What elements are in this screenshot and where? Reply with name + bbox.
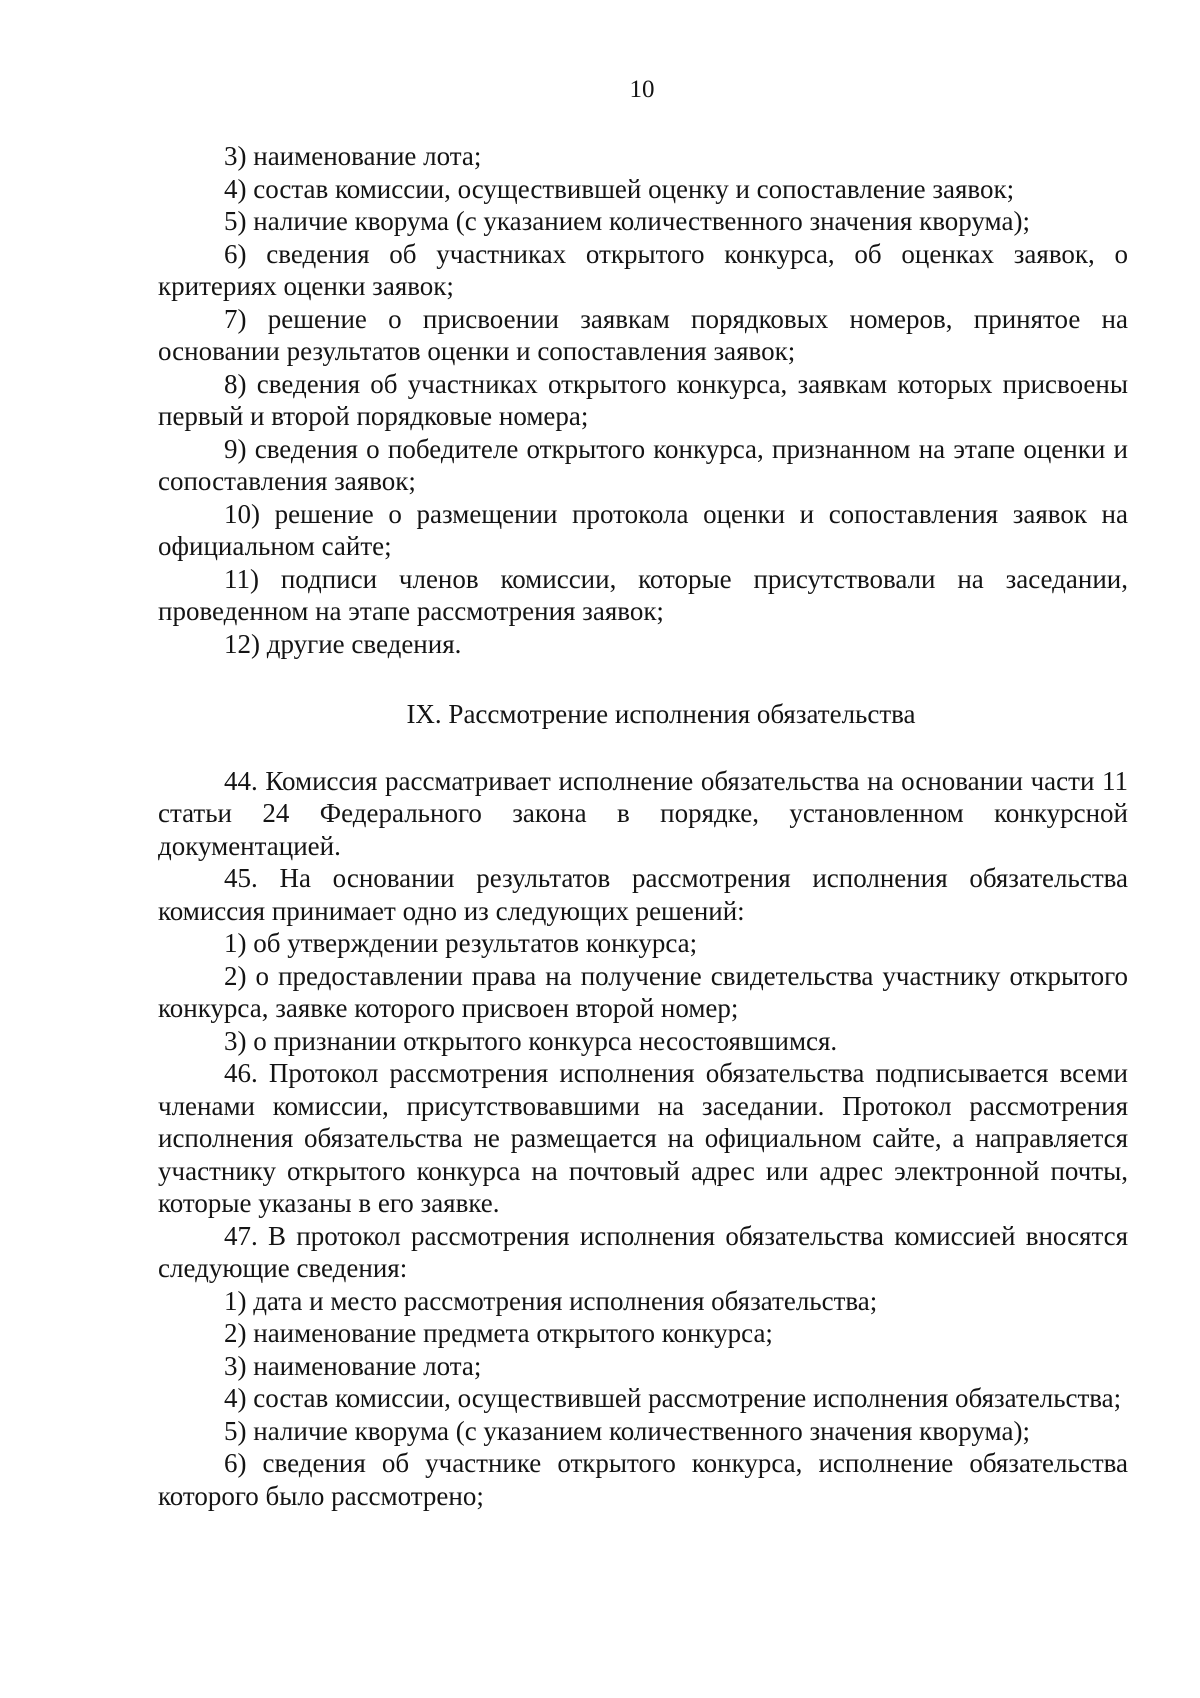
clause-47-item-2: 2) наименование предмета открытого конкурса;: [224, 1318, 773, 1348]
list-item-12-other-info: 12) другие сведения.: [224, 628, 462, 659]
list-item-8-first-second-numbers: 8) сведения об участниках открытого конкурса, заявкам которых присвоены первый и второй порядковые номера;: [158, 368, 1128, 431]
list-item-9-winner-info: 9) сведения о победителе открытого конкурса, признанном на этапе оценки и сопоставления заявок;: [158, 433, 1128, 496]
list-item-6-participants-info: 6) сведения об участниках открытого конкурса, об оценках заявок, о критериях оценки заявок;: [158, 238, 1128, 301]
list-item-7-numbering-decision: 7) решение о присвоении заявкам порядковых номеров, принятое на основании результатов оценки и сопоставления заявок;: [158, 303, 1128, 366]
list-item-5-quorum: 5) наличие кворума (с указанием количественного значения кворума);: [224, 206, 1030, 236]
clause-47-item-1: 1) дата и место рассмотрения исполнения обязательства;: [224, 1285, 878, 1316]
clause-45-option-3: 3) о признании открытого конкурса несостоявшимся.: [224, 1025, 838, 1056]
clause-47-item-3: 3) наименование лота;: [224, 1350, 482, 1381]
clause-45: 45. На основании результатов рассмотрения исполнения обязательства комиссия принимает одно из следующих решений:: [158, 863, 1128, 926]
clause-47-item-6: 6) сведения об участнике открытого конкурса, исполнение обязательства которого было рассмотрено;: [158, 1448, 1128, 1511]
list-item-4-commission-composition: 4) состав комиссии, осуществившей оценку и сопоставление заявок;: [224, 173, 1015, 204]
clause-44: 44. Комиссия рассматривает исполнение обязательства на основании части 11 статьи 24 Федерального закона в порядке, установленном конкурсной документацией.: [158, 765, 1128, 861]
clause-47: 47. В протокол рассмотрения исполнения обязательства комиссией вносятся следующие сведения:: [158, 1220, 1128, 1283]
clause-45-option-2: 2) о предоставлении права на получение свидетельства участнику открытого конкурса, заявке которого присвоен второй номер;: [158, 960, 1128, 1023]
list-item-11-signatures: 11) подписи членов комиссии, которые присутствовали на заседании, проведенном на этапе рассмотрения заявок;: [158, 563, 1128, 626]
document-body: [158, 140, 1128, 1512]
list-item-3-lot-name: 3) наименование лота;: [224, 141, 482, 171]
page-number: 10: [629, 76, 655, 103]
clause-47-item-5: 5) наличие кворума (с указанием количественного значения кворума);: [224, 1415, 1030, 1446]
section-heading: IX. Рассмотрение исполнения обязательства: [406, 699, 916, 729]
list-item-10-protocol-publication: 10) решение о размещении протокола оценки и сопоставления заявок на официальном сайте;: [158, 498, 1128, 561]
clause-46: 46. Протокол рассмотрения исполнения обязательства подписывается всеми членами комиссии, присутствовавшими на заседании. Протокол рассмотрения исполнения обязательства не размещается на официальном сайте, а направляется участнику открытого конкурса на почтовый адрес или адрес электронной почты, которые указаны в его заявке.: [158, 1058, 1128, 1218]
clause-45-option-1: 1) об утверждении результатов конкурса;: [224, 928, 698, 958]
clause-47-item-4: 4) состав комиссии, осуществившей рассмотрение исполнения обязательства;: [224, 1383, 1122, 1413]
